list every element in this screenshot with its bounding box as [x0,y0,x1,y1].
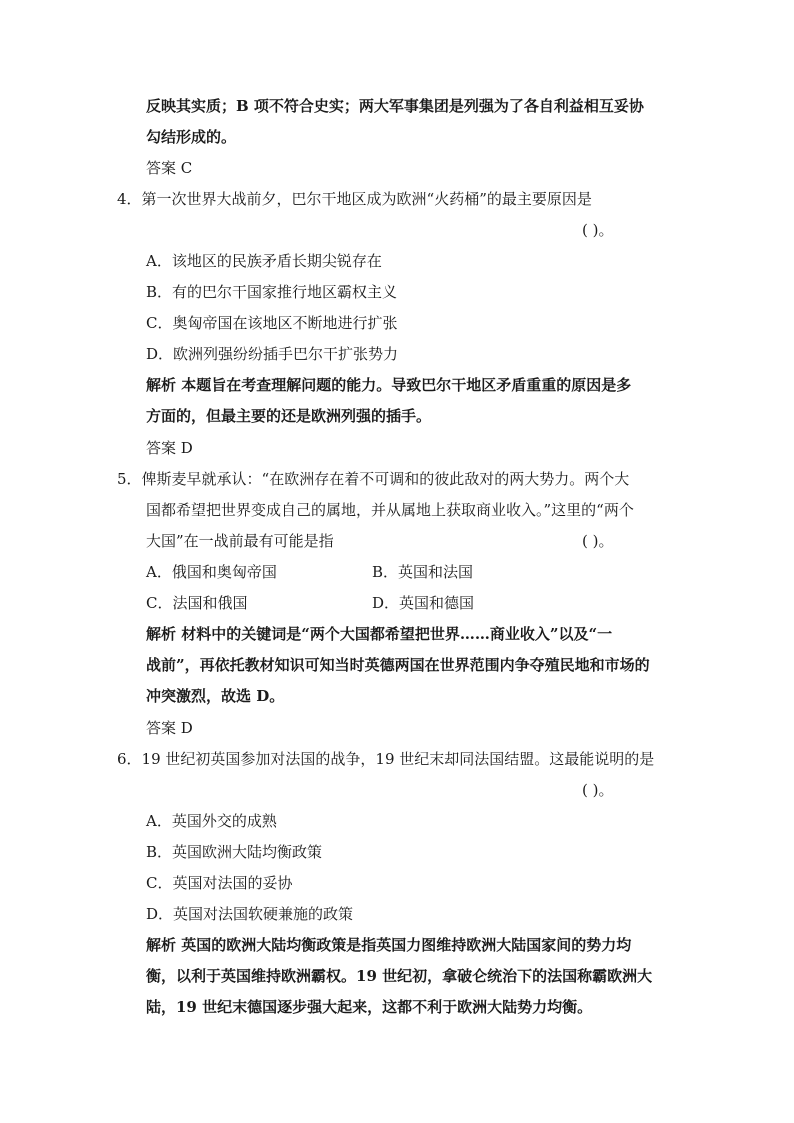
question-5-option-b: B．英国和法国 [372,563,474,581]
question-4-analysis-line-1: 解析 本题旨在考查理解问题的能力。导致巴尔干地区矛盾重重的原因是多 [146,376,632,394]
question-5-blank: ( )。 [582,532,614,550]
analysis-continuation-line-1: 反映其实质；B 项不符合史实；两大军事集团是列强为了各自利益相互妥协 [146,97,644,115]
question-6-stem: 6．19 世纪初英国参加对法国的战争，19 世纪末却同法国结盟。这最能说明的是 [117,750,655,768]
question-4-option-c: C．奥匈帝国在该地区不断地进行扩张 [146,314,398,332]
question-4-analysis-line-2: 方面的，但最主要的还是欧洲列强的插手。 [146,407,432,425]
question-5-stem-line-2: 国都希望把世界变成自己的属地，并从属地上获取商业收入。”这里的“两个 [146,501,634,519]
question-4-option-b: B．有的巴尔干国家推行地区霸权主义 [146,283,398,301]
analysis-continuation-line-2: 勾结形成的。 [146,128,237,146]
question-6-option-d: D．英国对法国软硬兼施的政策 [146,905,354,923]
question-4-option-a: A．该地区的民族矛盾长期尖锐存在 [146,252,382,270]
question-5-analysis-line-3: 冲突激烈，故选 D。 [146,687,285,705]
question-6-analysis-line-3: 陆，19 世纪末德国逐步强大起来，这都不利于欧洲大陆势力均衡。 [146,998,593,1016]
question-6-option-a: A．英国外交的成熟 [146,812,277,830]
question-5-analysis-line-2: 战前”，再依托教材知识可知当时英德两国在世界范围内争夺殖民地和市场的 [146,656,650,674]
question-4-blank: ( )。 [582,221,614,239]
question-6-analysis-line-1: 解析 英国的欧洲大陆均衡政策是指英国力图维持欧洲大陆国家间的势力均 [146,936,632,954]
question-4-stem: 4．第一次世界大战前夕，巴尔干地区成为欧洲“火药桶”的最主要原因是 [117,190,592,208]
question-5-analysis-line-1: 解析 材料中的关键词是“两个大国都希望把世界……商业收入”以及“一 [146,625,613,643]
question-6-option-b: B．英国欧洲大陆均衡政策 [146,843,323,861]
question-5-option-a: A．俄国和奥匈帝国 [146,563,277,581]
question-5-stem-line-3: 大国”在一战前最有可能是指 [146,532,334,550]
answer-q4: 答案 D [146,439,193,457]
question-6-blank: ( )。 [582,781,614,799]
question-5-option-d: D．英国和德国 [372,594,475,612]
question-6-option-c: C．英国对法国的妥协 [146,874,293,892]
question-4-option-d: D．欧洲列强纷纷插手巴尔干扩张势力 [146,345,399,363]
question-5-stem-line-1: 5．俾斯麦早就承认：“在欧洲存在着不可调和的彼此敌对的两大势力。两个大 [117,470,630,488]
question-6-analysis-line-2: 衡，以利于英国维持欧洲霸权。19 世纪初，拿破仑统治下的法国称霸欧洲大 [146,967,653,985]
answer-q5: 答案 D [146,719,193,737]
answer-q3: 答案 C [146,159,193,177]
question-5-option-c: C．法国和俄国 [146,594,248,612]
